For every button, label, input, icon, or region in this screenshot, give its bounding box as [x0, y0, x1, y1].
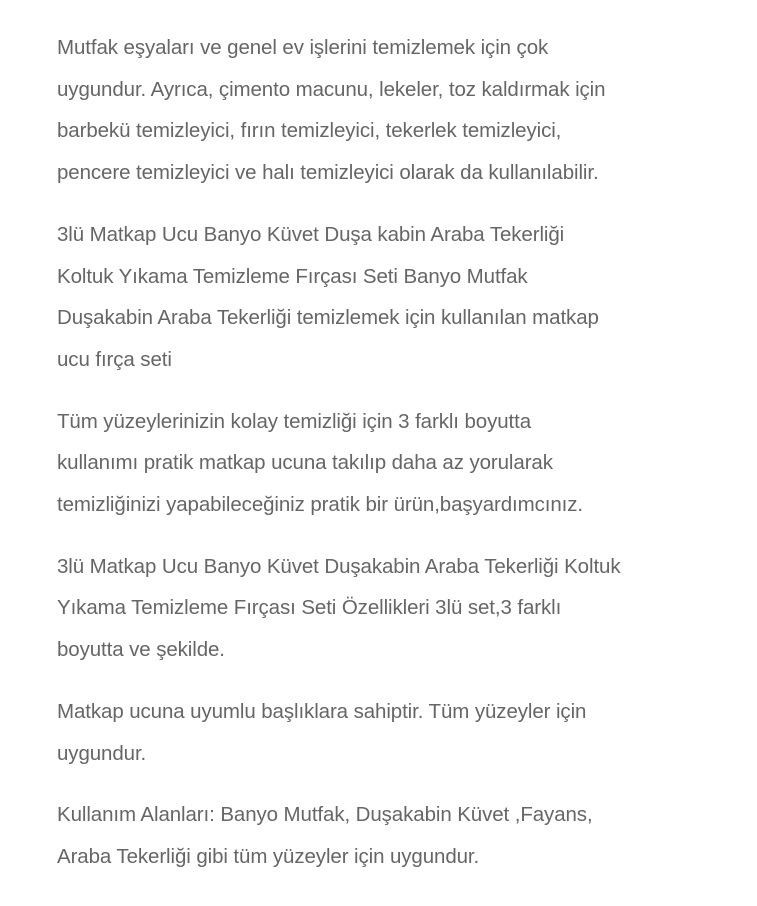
text-line: kullanımı pratik matkap ucuna takılıp daha az yorularak — [57, 451, 553, 475]
description-paragraph-product-title — [57, 214, 717, 381]
text-line: uygundur. Ayrıca, çimento macunu, lekeler, toz kaldırmak için — [57, 77, 606, 101]
text-line: Yıkama Temizleme Fırçası Seti Özellikleri 3lü set,3 farklı — [57, 596, 562, 620]
text-line: Tüm yüzeylerinizin kolay temizliği için 3 farklı boyutta — [57, 409, 532, 433]
text-line: Matkap ucuna uyumlu başlıklara sahiptir. Tüm yüzeyler için — [57, 699, 587, 723]
text-line: Duşakabin Araba Tekerliği temizlemek için kullanılan matkap — [57, 306, 599, 330]
description-paragraph-features — [57, 546, 717, 671]
description-paragraph-benefits — [57, 401, 717, 526]
text-line: Mutfak eşyaları ve genel ev işlerini temizlemek için çok — [57, 36, 549, 59]
text-line: boyutta ve şekilde. — [57, 638, 225, 662]
text-line: pencere temizleyici ve halı temizleyici olarak da kullanılabilir. — [57, 161, 599, 185]
product-description — [57, 27, 717, 878]
text-line: barbekü temizleyici, fırın temizleyici, tekerlek temizleyici, — [57, 119, 562, 143]
text-line: temizliğinizi yapabileceğiniz pratik bir ürün,başyardımcınız. — [57, 493, 583, 517]
text-line: uygundur. — [57, 741, 147, 765]
text-line: Koltuk Yıkama Temizleme Fırçası Seti Banyo Mutfak — [57, 264, 528, 288]
text-line: Kullanım Alanları: Banyo Mutfak, Duşakabin Küvet ,Fayans, — [57, 803, 593, 827]
text-line: 3lü Matkap Ucu Banyo Küvet Duşa kabin Araba Tekerliği — [57, 222, 565, 246]
text-line: 3lü Matkap Ucu Banyo Küvet Duşakabin Araba Tekerliği Koltuk — [57, 554, 621, 578]
description-paragraph-compatibility — [57, 691, 717, 774]
description-paragraph-usage-areas — [57, 794, 717, 877]
text-line: Araba Tekerliği gibi tüm yüzeyler için uygundur. — [57, 844, 480, 868]
text-line: ucu fırça seti — [57, 347, 172, 371]
description-paragraph-usage — [57, 27, 717, 194]
